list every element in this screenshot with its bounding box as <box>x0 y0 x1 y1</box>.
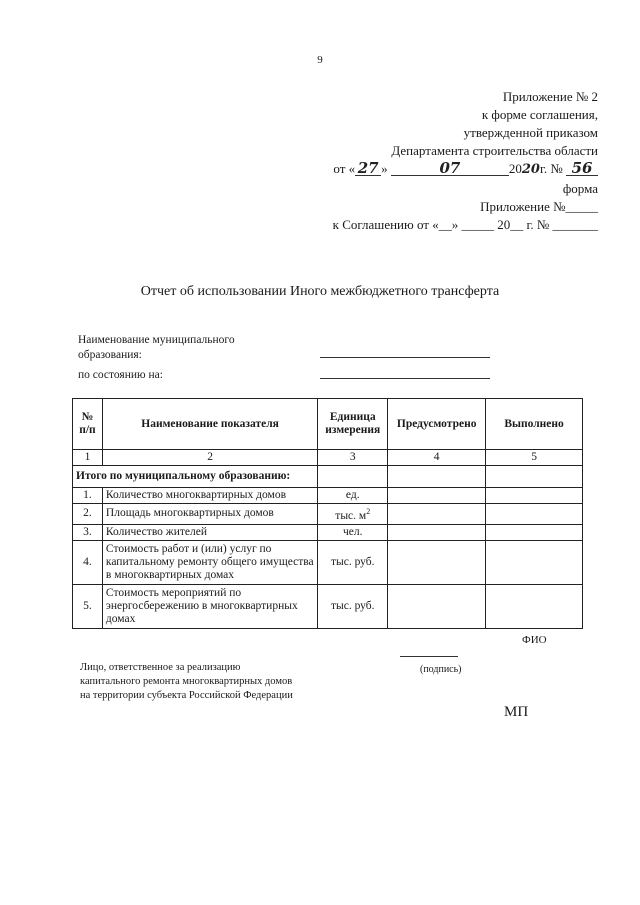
row-unit: чел. <box>318 524 388 540</box>
table-cell <box>388 488 486 504</box>
row-name: Количество многоквартирных домов <box>102 488 317 504</box>
row-unit: ед. <box>318 488 388 504</box>
responsible-line-3: на территории субъекта Российской Федерации <box>80 690 293 701</box>
report-table <box>72 398 583 629</box>
row-num: 2. <box>73 504 103 525</box>
total-label: Итого по муниципальному образованию: <box>73 466 318 488</box>
col-number: 1 <box>73 450 103 466</box>
signature-label: (подпись) <box>420 664 462 675</box>
signature-line <box>400 656 458 657</box>
as-of-label: по состоянию на: <box>78 369 163 381</box>
appendix-to-form: к форме соглашения, <box>481 107 598 122</box>
report-title: Отчет об использовании Иного межбюджетного трансферта <box>140 284 500 299</box>
table-cell <box>388 584 486 628</box>
table-cell <box>388 524 486 540</box>
responsible-person-block <box>80 661 293 703</box>
table-cell <box>318 466 388 488</box>
stamp-place-label: МП <box>504 704 529 720</box>
as-of-fill-line <box>320 378 490 379</box>
col-header-num: № п/п <box>73 399 103 450</box>
handwritten-month: 07 <box>391 161 509 176</box>
responsible-line-2: капитального ремонта многоквартирных домов <box>80 676 293 687</box>
row-num: 1. <box>73 488 103 504</box>
fio-label: ФИО <box>522 634 547 646</box>
handwritten-year: 20 <box>521 162 540 177</box>
row-unit <box>318 504 388 525</box>
col-header-done: Выполнено <box>486 399 583 450</box>
municipality-fill-line <box>320 357 490 358</box>
year-suffix: г. № <box>539 161 563 176</box>
col-number: 5 <box>486 450 583 466</box>
order-date-line <box>333 160 598 178</box>
form-appendix: Приложение №_____ <box>480 199 598 214</box>
total-row <box>73 466 583 488</box>
agreement-ref: к Соглашению от «__» _____ 20__ г. № _______ <box>332 217 598 232</box>
table-cell <box>388 504 486 525</box>
table-cell <box>486 488 583 504</box>
row-unit: тыс. руб. <box>318 584 388 628</box>
row-num: 4. <box>73 540 103 584</box>
table-cell <box>486 504 583 525</box>
col-number: 4 <box>388 450 486 466</box>
form-label: форма <box>562 181 598 196</box>
col-number: 3 <box>318 450 388 466</box>
appendix-number: Приложение № 2 <box>502 89 598 104</box>
table-cell <box>486 584 583 628</box>
date-prefix: от « <box>333 161 356 176</box>
table-cell <box>388 540 486 584</box>
handwritten-order-number: 56 <box>566 161 598 176</box>
row-num: 3. <box>73 524 103 540</box>
table-cell <box>486 540 583 584</box>
col-header-unit: Единица измерения <box>318 399 388 450</box>
row-name: Стоимость мероприятий по энергосбережению в многоквартирных домах <box>102 584 317 628</box>
row-unit: тыс. руб. <box>318 540 388 584</box>
table-row <box>73 488 583 504</box>
unit-text: тыс. м <box>335 509 367 522</box>
handwritten-day: 27 <box>355 161 381 176</box>
col-header-planned: Предусмотрено <box>388 399 486 450</box>
table-row <box>73 524 583 540</box>
row-name: Площадь многоквартирных домов <box>102 504 317 525</box>
col-header-name: Наименование показателя <box>102 399 317 450</box>
table-row <box>73 540 583 584</box>
row-name: Стоимость работ и (или) услуг по капитальному ремонту общего имущества в многоквартирных домах <box>102 540 317 584</box>
table-header-row <box>73 399 583 450</box>
row-num: 5. <box>73 584 103 628</box>
approved-by-order: утвержденной приказом <box>463 125 598 140</box>
col-number: 2 <box>102 450 317 466</box>
responsible-line-1: Лицо, ответственное за реализацию <box>80 662 241 673</box>
column-number-row <box>73 450 583 466</box>
date-quote: » <box>381 161 388 176</box>
municipality-label-1: Наименование муниципального <box>78 334 235 346</box>
table-row <box>73 504 583 525</box>
page-number: 9 <box>317 54 323 66</box>
table-cell <box>486 524 583 540</box>
table-cell <box>388 466 486 488</box>
municipality-label-2: образования: <box>78 349 142 361</box>
table-row <box>73 584 583 628</box>
year-prefix: 20 <box>508 161 522 176</box>
unit-superscript: 2 <box>366 507 371 516</box>
table-cell <box>486 466 583 488</box>
row-name: Количество жителей <box>102 524 317 540</box>
department-name: Департамента строительства области <box>391 143 598 158</box>
